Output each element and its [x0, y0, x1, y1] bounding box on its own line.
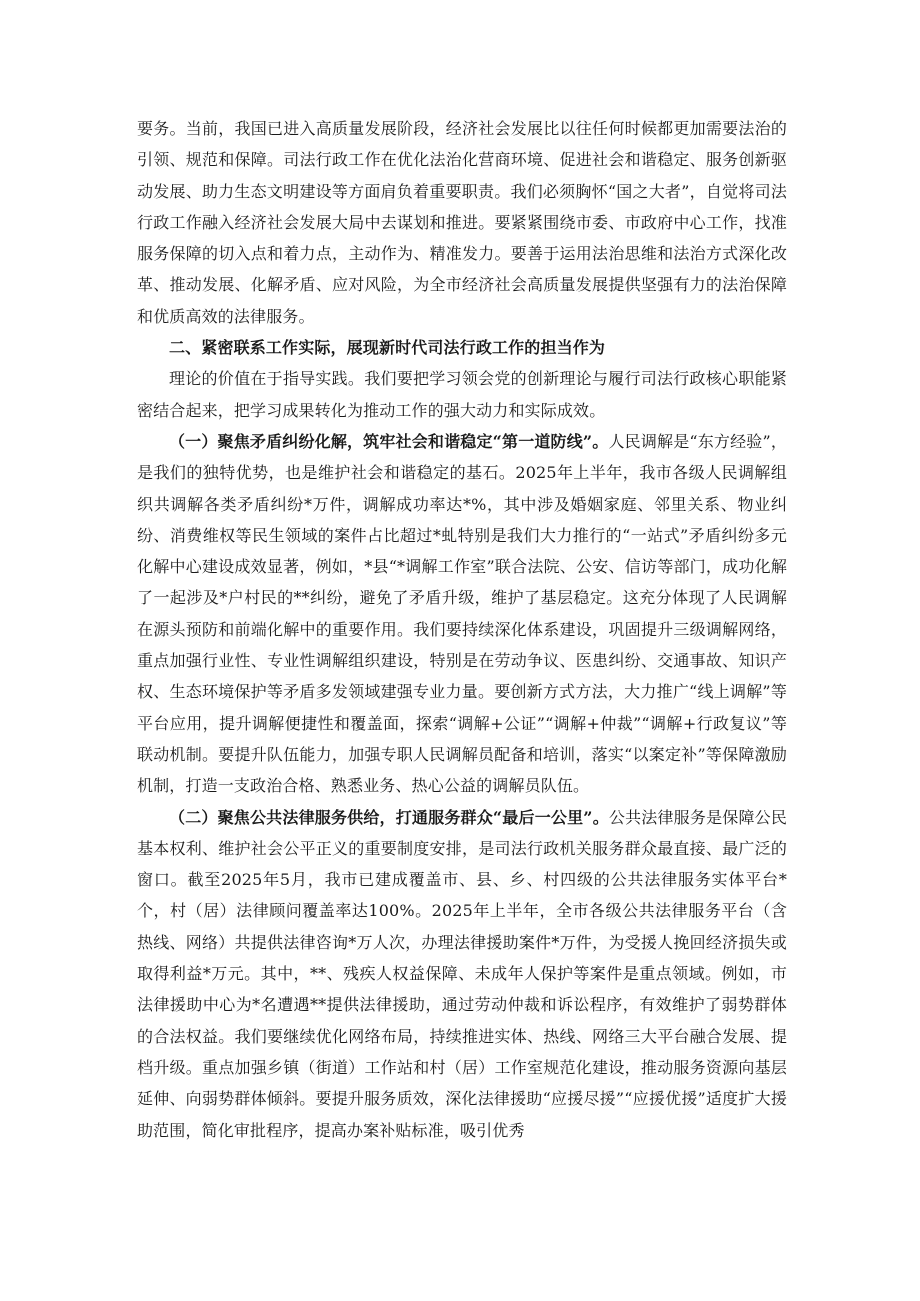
- subsection-2-body: 公共法律服务是保障公民基本权利、维护社会公平正义的重要制度安排，是司法行政机关服务群众最直接、最广泛的窗口。截至2025年5月，我市已建成覆盖市、县、乡、村四级的公共法律服务实体平台*个，村（居）法律顾问覆盖率达100%。2025年上半年，全市各级公共法律服务平台（含热线、网络）共提供法律咨询*万人次，办理法律援助案件*万件，为受援人挽回经济损失或取得利益*万元。其中，**、残疾人权益保障、未成年人保护等案件是重点领域。例如，市法律援助中心为*名遭遇**提供法律援助，通过劳动仲裁和诉讼程序，有效维护了弱势群体的合法权益。我们要继续优化网络布局，持续推进实体、热线、网络三大平台融合发展、提档升级。重点加强乡镇（街道）工作站和村（居）工作室规范化建设，推动服务资源向基层延伸、向弱势群体倾斜。要提升服务质效，深化法律援助“应援尽援”“应援优援”适度扩大援助范围，简化审批程序，提高办案补贴标准，吸引优秀: [137, 807, 787, 1140]
- section-heading-2: 二、紧密联系工作实际，展现新时代司法行政工作的担当作为: [169, 338, 606, 358]
- document-page: [137, 113, 787, 1146]
- subsection-1-body: 人民调解是“东方经验”，是我们的独特优势，也是维护社会和谐稳定的基石。2025年上半年，我市各级人民调解组织共调解各类矛盾纠纷*万件，调解成功率达*%，其中涉及婚姻家庭、邻里关系、物业纠纷、消费维权等民生领域的案件占比超过*虬特别是我们大力推行的“一站式”矛盾纠纷多元化解中心建设成效显著，例如，*县“*调解工作室”联合法院、公安、信访等部门，成功化解了一起涉及*户村民的**纠纷，避免了矛盾升级，维护了基层稳定。这充分体现了人民调解在源头预防和前端化解中的重要作用。我们要持续深化体系建设，巩固提升三级调解网络，重点加强行业性、专业性调解组织建设，特别是在劳动争议、医患纠纷、交通事故、知识产权、生态环境保护等矛盾多发领域建强专业力量。要创新方式方法，大力推广“线上调解”等平台应用，提升调解便捷性和覆盖面，探索“调解+公证”“调解+仲裁”“调解+行政复议”等联动机制。要提升队伍能力，加强专职人民调解员配备和培训，落实“以案定补”等保障激励机制，打造一支政治合格、熟悉业务、热心公益的调解员队伍。: [137, 431, 787, 796]
- subsection-1: [137, 426, 787, 802]
- body-paragraph-1: 要务。当前，我国已进入高质量发展阶段，经济社会发展比以往任何时候都更加需要法治的引领、规范和保障。司法行政工作在优化法治化营商环境、促进社会和谐稳定、服务创新驱动发展、助力生态文明建设等方面肩负着重要职责。我们必须胸怀“国之大者”，自觉将司法行政工作融入经济社会发展大局中去谋划和推进。要紧紧围绕市委、市政府中心工作，找准服务保障的切入点和着力点，主动作为、精准发力。要善于运用法治思维和法治方式深化改革、推动发展、化解矛盾、应对风险，为全市经济社会高质量发展提供坚强有力的法治保障和优质高效的法律服务。: [137, 119, 787, 326]
- subsection-2-title: （二）聚焦公共法律服务供给，打通服务群众“最后一公里”。: [169, 807, 609, 827]
- subsection-1-title: （一）聚焦矛盾纠纷化解，筑牢社会和谐稳定“第一道防线”。: [169, 431, 609, 451]
- subsection-2: [137, 802, 787, 1146]
- body-paragraph-2: 理论的价值在于指导实践。我们要把学习领会党的创新理论与履行司法行政核心职能紧密结合起来，把学习成果转化为推动工作的强大动力和实际成效。: [137, 369, 787, 420]
